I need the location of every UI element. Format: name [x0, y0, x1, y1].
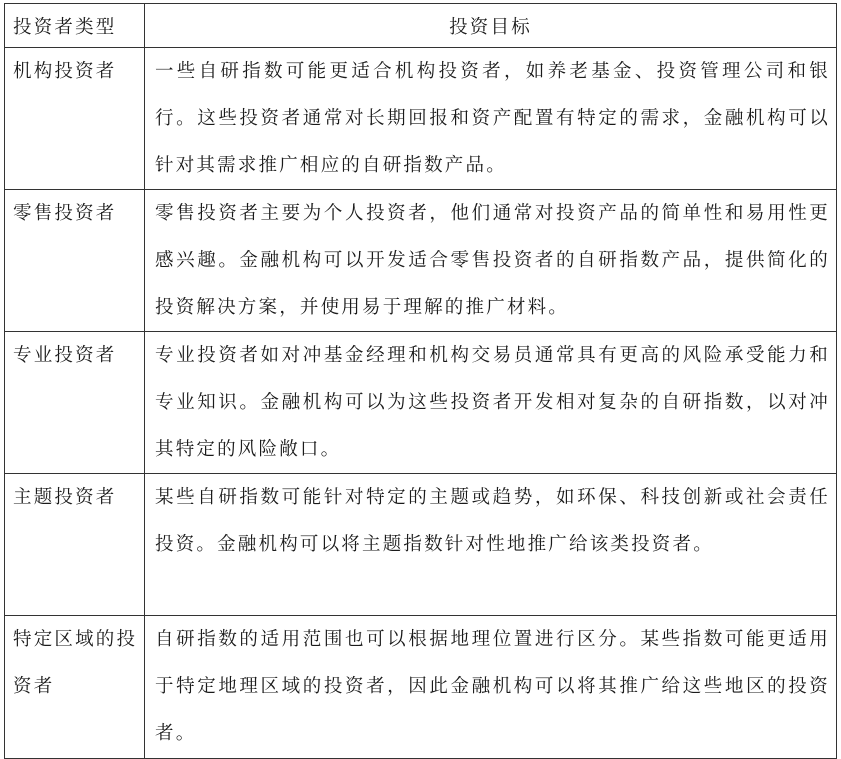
- investor-type-cell: 主题投资者: [5, 474, 145, 616]
- table-row: [5, 332, 837, 474]
- investment-goal-cell: 一些自研指数可能更适合机构投资者，如养老基金、投资管理公司和银行。这些投资者通常对长期回报和资产配置有特定的需求，金融机构可以针对其需求推广相应的自研指数产品。: [145, 48, 837, 190]
- investor-type-cell: 专业投资者: [5, 332, 145, 474]
- investment-goal-cell: 自研指数的适用范围也可以根据地理位置进行区分。某些指数可能更适用于特定地理区域的投资者，因此金融机构可以将其推广给这些地区的投资者。: [145, 616, 837, 759]
- investment-goal-cell: 专业投资者如对冲基金经理和机构交易员通常具有更高的风险承受能力和专业知识。金融机构可以为这些投资者开发相对复杂的自研指数，以对冲其特定的风险敞口。: [145, 332, 837, 474]
- investment-goal-cell: 零售投资者主要为个人投资者，他们通常对投资产品的简单性和易用性更感兴趣。金融机构可以开发适合零售投资者的自研指数产品，提供简化的投资解决方案，并使用易于理解的推广材料。: [145, 190, 837, 332]
- investor-type-cell: 零售投资者: [5, 190, 145, 332]
- table-row: [5, 190, 837, 332]
- investor-type-cell: 特定区域的投资者: [5, 616, 145, 759]
- table-header-row: [5, 4, 837, 48]
- table-row: [5, 474, 837, 616]
- table-row: [5, 616, 837, 759]
- investor-type-table: [4, 3, 837, 759]
- investment-goal-cell: 某些自研指数可能针对特定的主题或趋势，如环保、科技创新或社会责任投资。金融机构可以将主题指数针对性地推广给该类投资者。: [145, 474, 837, 616]
- header-investment-goal: 投资目标: [145, 4, 837, 48]
- header-investor-type: 投资者类型: [5, 4, 145, 48]
- table-row: [5, 48, 837, 190]
- investor-type-cell: 机构投资者: [5, 48, 145, 190]
